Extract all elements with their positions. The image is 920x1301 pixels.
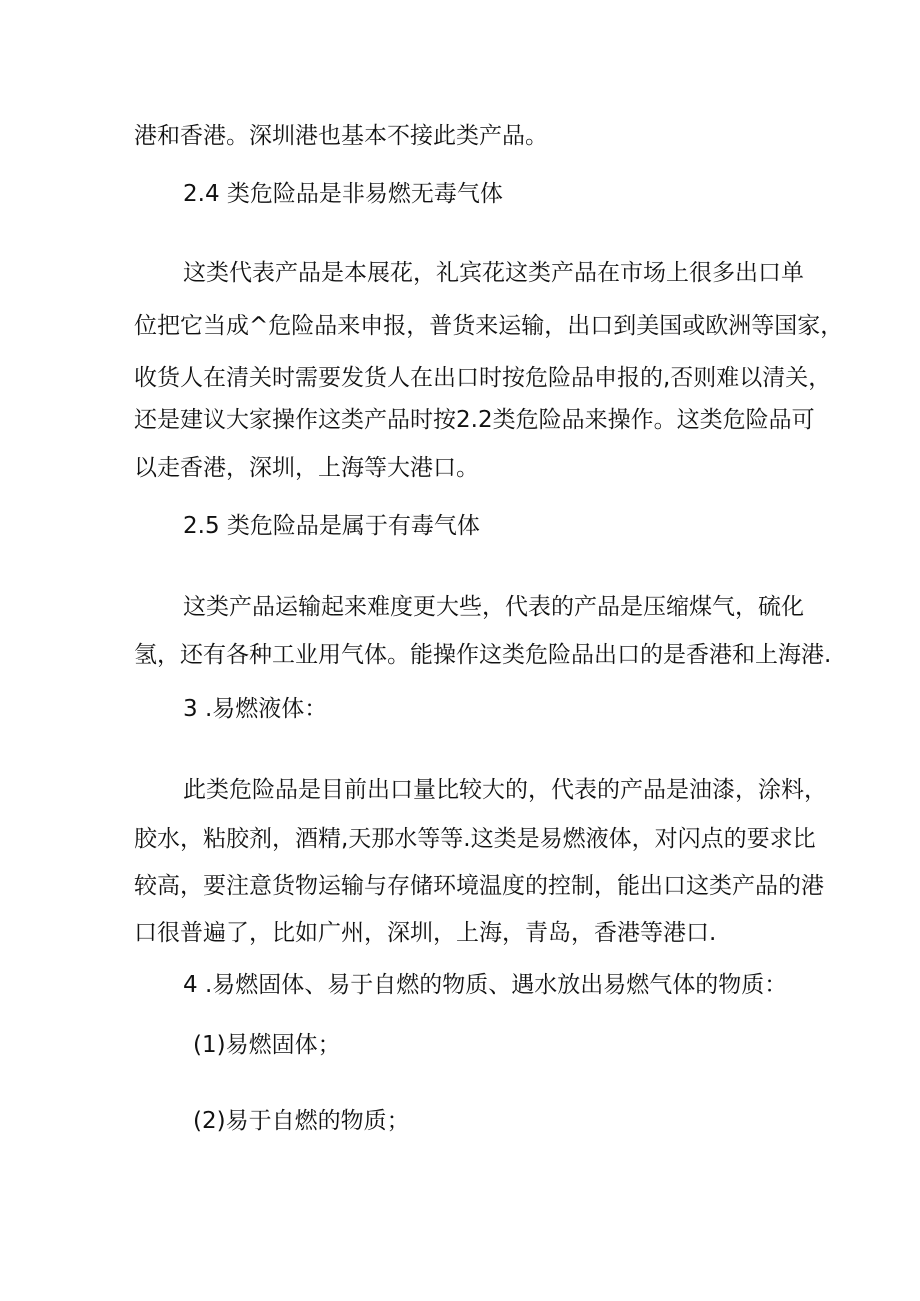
paragraph-line: 以走香港，深圳，上海等大港口。 — [134, 455, 479, 481]
section-heading-2-4: 2.4 类危险品是非易燃无毒气体 — [183, 181, 503, 207]
paragraph-line: 氢，还有各种工业用气体。能操作这类危险品出口的是香港和上海港. — [134, 642, 832, 668]
section-heading-2-5: 2.5 类危险品是属于有毒气体 — [183, 513, 480, 539]
paragraph-line: 位把它当成^危险品来申报，普货来运输，出口到美国或欧洲等国家， — [134, 313, 844, 339]
section-heading-4: 4 .易燃固体、易于自燃的物质、遇水放出易燃气体的物质： — [183, 972, 788, 998]
paragraph-line: 这类产品运输起来难度更大些，代表的产品是压缩煤气，硫化 — [183, 594, 804, 620]
paragraph-line: 收货人在清关时需要发货人在出口时按危险品申报的,否则难以清关， — [134, 365, 832, 391]
paragraph-line: 胶水，粘胶剂，酒精,天那水等等.这类是易燃液体，对闪点的要求比 — [134, 826, 816, 852]
list-item: (2)易于自燃的物质； — [193, 1108, 410, 1134]
paragraph-line: 港和香港。深圳港也基本不接此类产品。 — [134, 123, 548, 149]
paragraph-line: 这类代表产品是本展花，礼宾花这类产品在市场上很多出口单 — [183, 260, 804, 286]
paragraph-line: 此类危险品是目前出口量比较大的，代表的产品是油漆，涂料， — [183, 777, 827, 803]
section-heading-3: 3 .易燃液体： — [183, 696, 328, 722]
paragraph-line: 口很普遍了，比如广州，深圳，上海，青岛，香港等港口. — [134, 920, 717, 946]
list-item: (1)易燃固体； — [193, 1032, 341, 1058]
paragraph-line: 较高，要注意货物运输与存储环境温度的控制，能出口这类产品的港 — [134, 873, 824, 899]
paragraph-line: 还是建议大家操作这类产品时按2.2类危险品来操作。这类危险品可 — [134, 407, 815, 433]
